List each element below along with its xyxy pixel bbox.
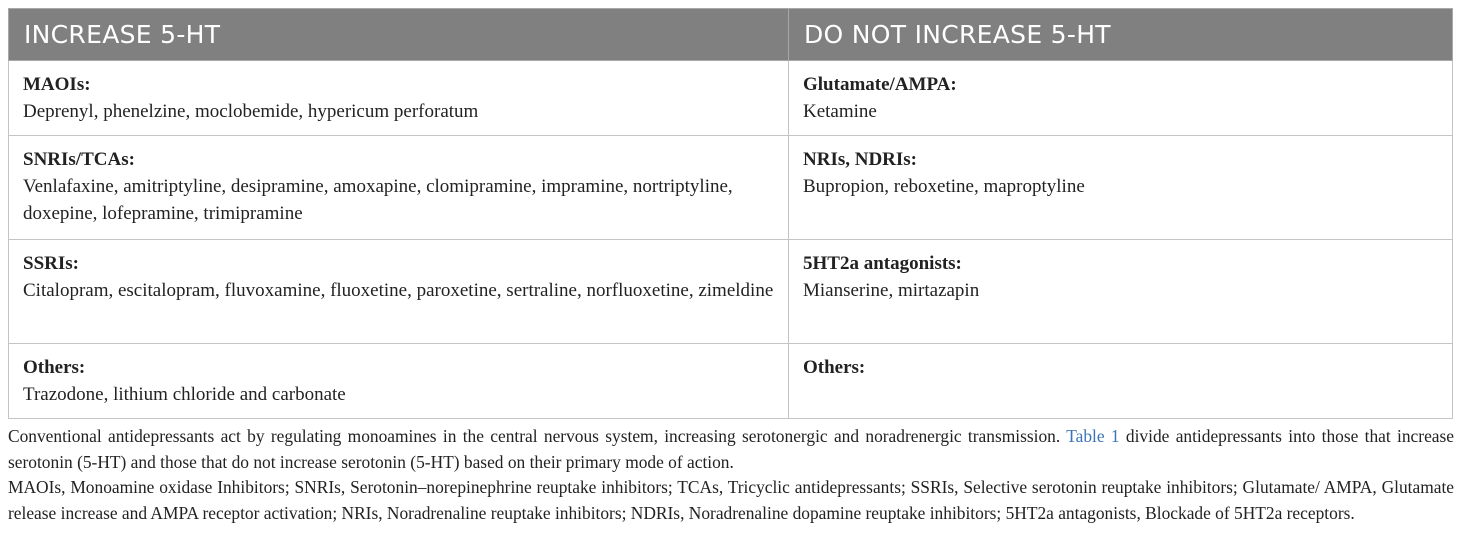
table-1-link[interactable]: Table 1 (1066, 426, 1120, 446)
table-row (9, 136, 1453, 240)
caption-text: divide antidepressants into those that increase serotonin (5-HT) and those that do not increase serotonin (5-HT) based on their primary mode of action. (8, 426, 1454, 472)
table-wrapper (8, 8, 1452, 419)
header-increase-5ht: INCREASE 5-HT (9, 9, 789, 61)
table-cell (789, 240, 1453, 344)
drug-list: Citalopram, escitalopram, fluvoxamine, fluoxetine, paroxetine, sertraline, norfluoxetine, zimeldine (23, 280, 774, 301)
caption-text: Conventional antidepressants act by regulating monoamines in the central nervous system, increasing serotonergic and noradrenergic transmission. (8, 426, 1067, 446)
drug-class-label: MAOIs: (23, 74, 91, 95)
table-row (9, 240, 1453, 344)
drug-list: Trazodone, lithium chloride and carbonate (23, 384, 346, 405)
drug-list: Bupropion, reboxetine, maproptyline (803, 176, 1085, 197)
drug-class-label: NRIs, NDRIs: (803, 149, 918, 170)
drug-class-label: Others: (23, 357, 86, 378)
table-caption (8, 424, 1454, 475)
table-footnotes (8, 424, 1454, 526)
drug-class-label: Glutamate/AMPA: (803, 74, 957, 95)
drug-list: Deprenyl, phenelzine, moclobemide, hypericum perforatum (23, 101, 479, 122)
table-cell (9, 61, 789, 136)
drug-class-label: 5HT2a antagonists: (803, 253, 962, 274)
drug-class-label: SNRIs/TCAs: (23, 149, 135, 170)
table-row (9, 344, 1453, 419)
table-cell (789, 136, 1453, 240)
antidepressant-table (8, 8, 1453, 419)
drug-class-label: SSRIs: (23, 253, 79, 274)
drug-class-label: Others: (803, 357, 866, 378)
table-cell (9, 240, 789, 344)
table-row (9, 61, 1453, 136)
table-cell (9, 344, 789, 419)
table-header-row (9, 9, 1453, 61)
drug-list: Mianserine, mirtazapin (803, 280, 980, 301)
drug-list: Ketamine (803, 101, 877, 122)
header-do-not-increase-5ht: DO NOT INCREASE 5-HT (789, 9, 1453, 61)
table-cell (789, 344, 1453, 419)
drug-list: Venlafaxine, amitriptyline, desipramine, amoxapine, clomipramine, impramine, nortriptyline, doxepine, lofepramine, trimipramine (23, 176, 733, 224)
table-cell (9, 136, 789, 240)
table-cell (789, 61, 1453, 136)
abbreviations-note: MAOIs, Monoamine oxidase Inhibitors; SNRIs, Serotonin–norepinephrine reuptake inhibitors; TCAs, Tricyclic antidepressants; SSRIs, Selective serotonin reuptake inhibitors; Glutamate/ AMPA, Glutamate release increase and AMPA receptor activation; NRIs, Noradrenaline reuptake inhibitors; NDRIs, Noradrenaline dopamine reuptake inhibitors; 5HT2a antagonists, Blockade of 5HT2a receptors. (8, 477, 1454, 523)
